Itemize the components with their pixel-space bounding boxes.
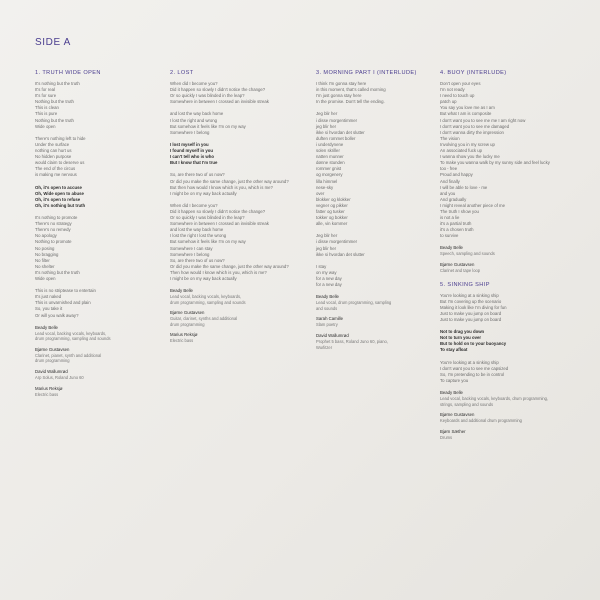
lyric-line: patch up <box>440 99 457 105</box>
credit-entry <box>35 369 160 381</box>
lyrics <box>316 81 441 288</box>
credit-role: Lead vocal, backing vocals, keyboards, drum programming, strings, sampling and sounds <box>440 396 549 407</box>
lyric-line: I might be on my way back actually <box>170 276 237 281</box>
credit-entry <box>170 332 295 344</box>
lyric-line: and lost the way back home <box>170 227 224 233</box>
lyric-line: So, are there two of us now? <box>170 172 225 178</box>
lyric-line: I don't want you to see me damaged <box>440 123 510 129</box>
credit-name: Beady Belle <box>440 390 463 396</box>
lyric-line: I'm not ready <box>440 87 465 93</box>
lyric-line: You say you love me as I am <box>440 105 495 111</box>
lyric-line: Involving you in my screw up <box>440 141 495 147</box>
credit-role: Clarinet, pianet, synth and additional drum programming <box>35 352 102 364</box>
lyric-line: I stay <box>316 263 327 269</box>
lyric-line: duften rommet boller <box>316 135 356 141</box>
lyric-line: I'm just gonna stay here <box>316 93 362 99</box>
song-title: 3. MORNING PART I (INTERLUDE) <box>316 70 417 76</box>
lyric-line: to survive <box>440 233 459 239</box>
lyric-line: fatter og tusker <box>316 208 345 214</box>
lyric-line: is making me nervous <box>35 172 77 178</box>
lyric-line: To stay afloat <box>440 347 468 353</box>
lyric-line: I lost myself in you <box>170 141 209 147</box>
lyric-line: for a new day <box>316 276 342 281</box>
lyric-line: Wide open <box>35 123 56 129</box>
song-block <box>440 282 565 441</box>
lyric-line: too - free <box>440 166 458 172</box>
lyric-line: No posing <box>35 245 55 251</box>
lyric-line: I can't tell who is who <box>170 154 214 160</box>
lyric-line: Did it happen so slowly I didn't notice the change? <box>170 87 266 93</box>
lyric-line: An associated fuck up <box>440 148 483 154</box>
song-block <box>35 70 160 397</box>
lyric-line: You're looking at a sinking ship <box>440 292 499 298</box>
lyric-line: Or did you make the same change, just the other way around? <box>170 263 289 269</box>
credits <box>440 390 565 440</box>
lyric-line: But I'm covering up the scenario <box>440 298 502 304</box>
lyric-line: Wide open <box>35 276 56 281</box>
credit-entry <box>440 429 565 441</box>
lyrics <box>35 81 160 319</box>
credit-entry <box>316 294 441 311</box>
credits <box>440 245 565 273</box>
lyrics <box>170 81 295 282</box>
credit-role: Lead vocal, backing vocals, keyboards, drum programming, sampling and sounds <box>170 294 246 305</box>
lyric-line: I need to touch up <box>440 93 475 99</box>
lyric-line: and lost the way back home <box>170 111 224 117</box>
lyric-line: It's for sure <box>35 93 57 99</box>
credit-role: Clarinet and tape loop <box>440 268 481 274</box>
lyric-line: I found myself in you <box>170 148 213 154</box>
credit-entry <box>440 390 565 407</box>
lyric-line: Nothing but the truth <box>35 99 74 105</box>
lyric-line: Somewhere I belong <box>170 129 210 135</box>
lyric-line: tokker og bokker <box>316 215 348 221</box>
lyric-line: Nothing but the truth <box>35 117 74 123</box>
lyric-line: Making it look like I'm diving for fun <box>440 304 507 310</box>
lyric-line: Just to make you jump on board <box>440 310 502 316</box>
lyric-line: it's a partial truth <box>440 221 472 227</box>
lyric-line: So, are there two of us now? <box>170 257 225 263</box>
credit-name: Bjørne Gustavsen <box>440 262 475 268</box>
credit-entry <box>35 386 160 398</box>
lyric-line: Or did you make the same change, just the other way around? <box>170 178 289 184</box>
lyric-line: ikke si hvordan det slutter <box>316 129 365 135</box>
side-label: SIDE A <box>35 37 71 48</box>
lyric-line: And gradually <box>440 196 467 202</box>
lyric-line: It's just naked <box>35 294 62 300</box>
lyric-line: I don't want you to see me me I am right now <box>440 117 526 123</box>
lyric-line: vegner og pikker <box>316 202 348 208</box>
lyric-line: I wanna show you the lucky me <box>440 154 500 160</box>
credit-entry <box>440 262 565 274</box>
lyric-line: It's nothing to promote <box>35 215 78 221</box>
lyric-line: To capture you <box>440 377 469 383</box>
lyric-line: Jeg blir her <box>316 111 338 117</box>
lyric-line: It's for real <box>35 87 55 93</box>
lyric-line: Oh, it's open to refuse <box>35 196 81 202</box>
lyric-line: Under the surface <box>35 141 70 147</box>
lyric-line: So, I'm pretending to be in control <box>440 371 505 377</box>
lyric-line: There's no strategy <box>35 221 72 227</box>
lyric-line: No bragging <box>35 251 59 257</box>
column-4 <box>440 70 565 448</box>
lyric-line: There's nothing left to hide <box>35 135 86 141</box>
lyric-line: The end of the circus <box>35 166 76 172</box>
credit-role: Speech, sampling and sounds <box>440 251 495 257</box>
lyric-line: But to hold on to your buoyancy <box>440 341 507 347</box>
lyrics <box>440 293 565 384</box>
lyric-line: it's a chosen truth <box>440 227 474 233</box>
lyric-line: I will be able to love - me <box>440 184 488 190</box>
credit-name: Bjørne Gustavsen <box>170 310 205 316</box>
lyric-line: for a new day <box>316 282 342 288</box>
lyric-line: I lost the right and wrong <box>170 117 218 123</box>
lyric-line: But somehow it feels like I'm on my way <box>170 123 246 129</box>
credit-entry <box>440 412 565 424</box>
lyric-line: I think I'm gonna stay here <box>316 81 367 86</box>
credit-name: Beady Belle <box>440 245 463 251</box>
lyric-line: Somewhere I belong <box>170 251 210 257</box>
lyrics <box>440 81 565 239</box>
song-block <box>440 70 565 274</box>
credit-entry <box>316 316 441 328</box>
lyric-line: in this moment, that's called morning <box>316 87 386 93</box>
credit-role: Prophet 5 bass, Roland Juno 60, piano, Wurlitzer <box>316 338 388 350</box>
lyric-line: I don't wanna dirty the impression <box>440 129 504 135</box>
lyric-line: When did I become you? <box>170 202 218 208</box>
credits <box>170 288 295 344</box>
lyric-line: This is no striptease to entertain <box>35 288 96 294</box>
credit-entry <box>35 347 160 364</box>
lyric-line: Oh, it's nothing but truth <box>35 202 86 208</box>
credit-name: Marius Reksjø <box>170 332 198 338</box>
credit-role: Electric bass <box>170 338 194 344</box>
lyric-line: But I know that I'm true <box>170 160 218 166</box>
credit-role: Keyboards and additional drum programming <box>440 418 522 424</box>
lyric-line: rommer gnist <box>316 166 342 172</box>
lyric-line: The vision <box>440 135 460 141</box>
lyric-line: Or so quickly I was blinded in the leap? <box>170 93 245 99</box>
credit-role: Lead vocal, drum programming, sampling and sounds <box>316 300 392 311</box>
lyric-line: og morgenery <box>316 172 343 178</box>
lyric-line: I lost the right I lost the wrong <box>170 233 227 239</box>
lyric-line: Oh, it's open to accuse <box>35 184 82 190</box>
credit-role: Slam poetry <box>316 322 338 328</box>
lyric-line: No apology <box>35 233 57 239</box>
credits <box>35 325 160 398</box>
lyric-line: I don't want you to see me capsized <box>440 365 509 371</box>
lyric-line: It's nothing but the truth <box>35 269 80 275</box>
lyric-line: natten munner <box>316 154 344 160</box>
lyric-line: nese-sky <box>316 184 334 190</box>
credit-name: Bjørne Gustavsen <box>440 412 475 418</box>
column-2 <box>170 70 295 352</box>
lyric-line: Proud and happy <box>440 172 473 178</box>
lyric-line: Not to drag you down <box>440 329 485 335</box>
lyric-line: i underdynene <box>316 141 344 147</box>
song-block <box>170 70 295 344</box>
column-3 <box>316 70 441 358</box>
lyric-line: and you <box>440 190 456 196</box>
lyric-line: Somewhere in between I crossed an invisible streak <box>170 99 269 105</box>
lyric-line: nothing can hurt us <box>35 148 72 154</box>
song-title: 1. TRUTH WIDE OPEN <box>35 70 101 76</box>
lyric-line: There's no remedy <box>35 227 71 233</box>
lyric-line: blokker og klokker <box>316 196 351 202</box>
lyric-line: Or so quickly I was blinded in the leap? <box>170 215 245 221</box>
lyric-line: The truth I show you <box>440 208 479 214</box>
lyric-line: Jeg blir her <box>316 233 338 239</box>
song-title: 2. LOST <box>170 70 194 76</box>
lyric-line: This is clean <box>35 105 59 111</box>
lyric-line: No filter <box>35 257 50 263</box>
credit-role: Electric bass <box>35 391 59 397</box>
lyric-line: on my way <box>316 269 337 275</box>
lyric-line: It's nothing but the truth <box>35 81 80 86</box>
credits <box>316 294 441 350</box>
lyric-line: would claim to deserve us <box>35 160 85 166</box>
lyric-line: No hidden purpose <box>35 154 72 160</box>
lyric-line: But what I am is composite <box>440 111 492 117</box>
credit-entry <box>35 325 160 342</box>
song-title: 5. SINKING SHIP <box>440 281 490 288</box>
lyric-line: So, you take it <box>35 306 63 312</box>
lyric-line: i disse morgentimmer <box>316 239 358 245</box>
lyric-line: This is pure <box>35 111 58 117</box>
lyric-line: Somewhere I can stay <box>170 245 213 251</box>
lyric-line: lilla himmel <box>316 178 338 184</box>
credit-name: Beady Belle <box>316 294 339 300</box>
credit-name: Bjørn Sæther <box>440 428 466 434</box>
credit-name: Marius Reksjø <box>35 385 63 391</box>
lyric-line: And finally <box>440 178 460 184</box>
lyric-line: alle, vin kommer <box>316 221 348 227</box>
lyric-line: But somehow it feels like I'm on my way <box>170 239 246 245</box>
credit-role: Arp Solus, Roland Juno 60 <box>35 375 84 381</box>
lyric-line: I might be on my way back actually <box>170 190 237 196</box>
lyric-line: But then how would I know which is you, which is me? <box>170 184 273 190</box>
lyric-line: Or will you walk away? <box>35 312 79 318</box>
lyric-line: Don't open your eyes <box>440 81 481 86</box>
credit-name: Beady Belle <box>170 288 193 294</box>
lyric-line: i disse morgentimmer <box>316 117 358 123</box>
lyric-line: over <box>316 190 325 196</box>
credit-role: Lead vocal, backing vocals, keyboards, drum programming, sampling and sounds <box>35 330 111 342</box>
credit-entry <box>170 288 295 305</box>
column-1 <box>35 70 160 405</box>
lyric-line: solen skriller <box>316 148 340 154</box>
lyric-line: This is unvarnished and plain <box>35 300 91 306</box>
lyric-line: ikke si hvordan det slutter <box>316 251 365 257</box>
credit-entry <box>440 245 565 257</box>
credit-name: Sarah Camille <box>316 316 343 322</box>
credit-role: Guitar, clarinet, synths and additional drum programming <box>170 316 238 327</box>
song-title: 4. BUOY (INTERLUDE) <box>440 70 507 76</box>
lyric-line: Not to turn you over <box>440 335 482 341</box>
credit-name: Bjørne Gustavsen <box>35 346 70 352</box>
lyric-line: No shelter <box>35 263 55 269</box>
lyric-line: dønne stunden <box>316 160 345 166</box>
credit-entry <box>170 310 295 327</box>
credit-name: David Wallumrød <box>316 332 349 338</box>
lyric-line: You're looking at a sinking ship <box>440 359 499 365</box>
credit-name: David Wallumrød <box>35 369 68 375</box>
lyric-line: Then how would I know which is you, which is me? <box>170 269 267 275</box>
credit-entry <box>316 333 441 350</box>
lyric-line: Somewhere in between I crossed an invisible streak <box>170 221 269 227</box>
lyric-line: Nothing to promote <box>35 239 72 245</box>
credit-name: Beady Belle <box>35 324 58 330</box>
lyric-line: Just to make you jump on board <box>440 317 502 322</box>
lyric-line: To make you wanna walk by my sunny side and feel lucky <box>440 160 550 166</box>
lyric-line: When did I become you? <box>170 81 218 86</box>
lyric-line: jeg blir her <box>316 245 337 251</box>
credit-role: Drums <box>440 434 453 440</box>
lyric-line: jeg blir her <box>316 123 337 129</box>
song-block <box>316 70 441 350</box>
lyric-line: is not a lie <box>440 215 460 221</box>
lyric-line: Did it happen so slowly I didn't notice the change? <box>170 208 266 214</box>
lyric-line: Oh, Wide open to abuse <box>35 190 84 196</box>
lyric-line: In the promise. Don't tell the ending. <box>316 99 385 105</box>
lyric-line: I might reveal another piece of me <box>440 202 505 208</box>
